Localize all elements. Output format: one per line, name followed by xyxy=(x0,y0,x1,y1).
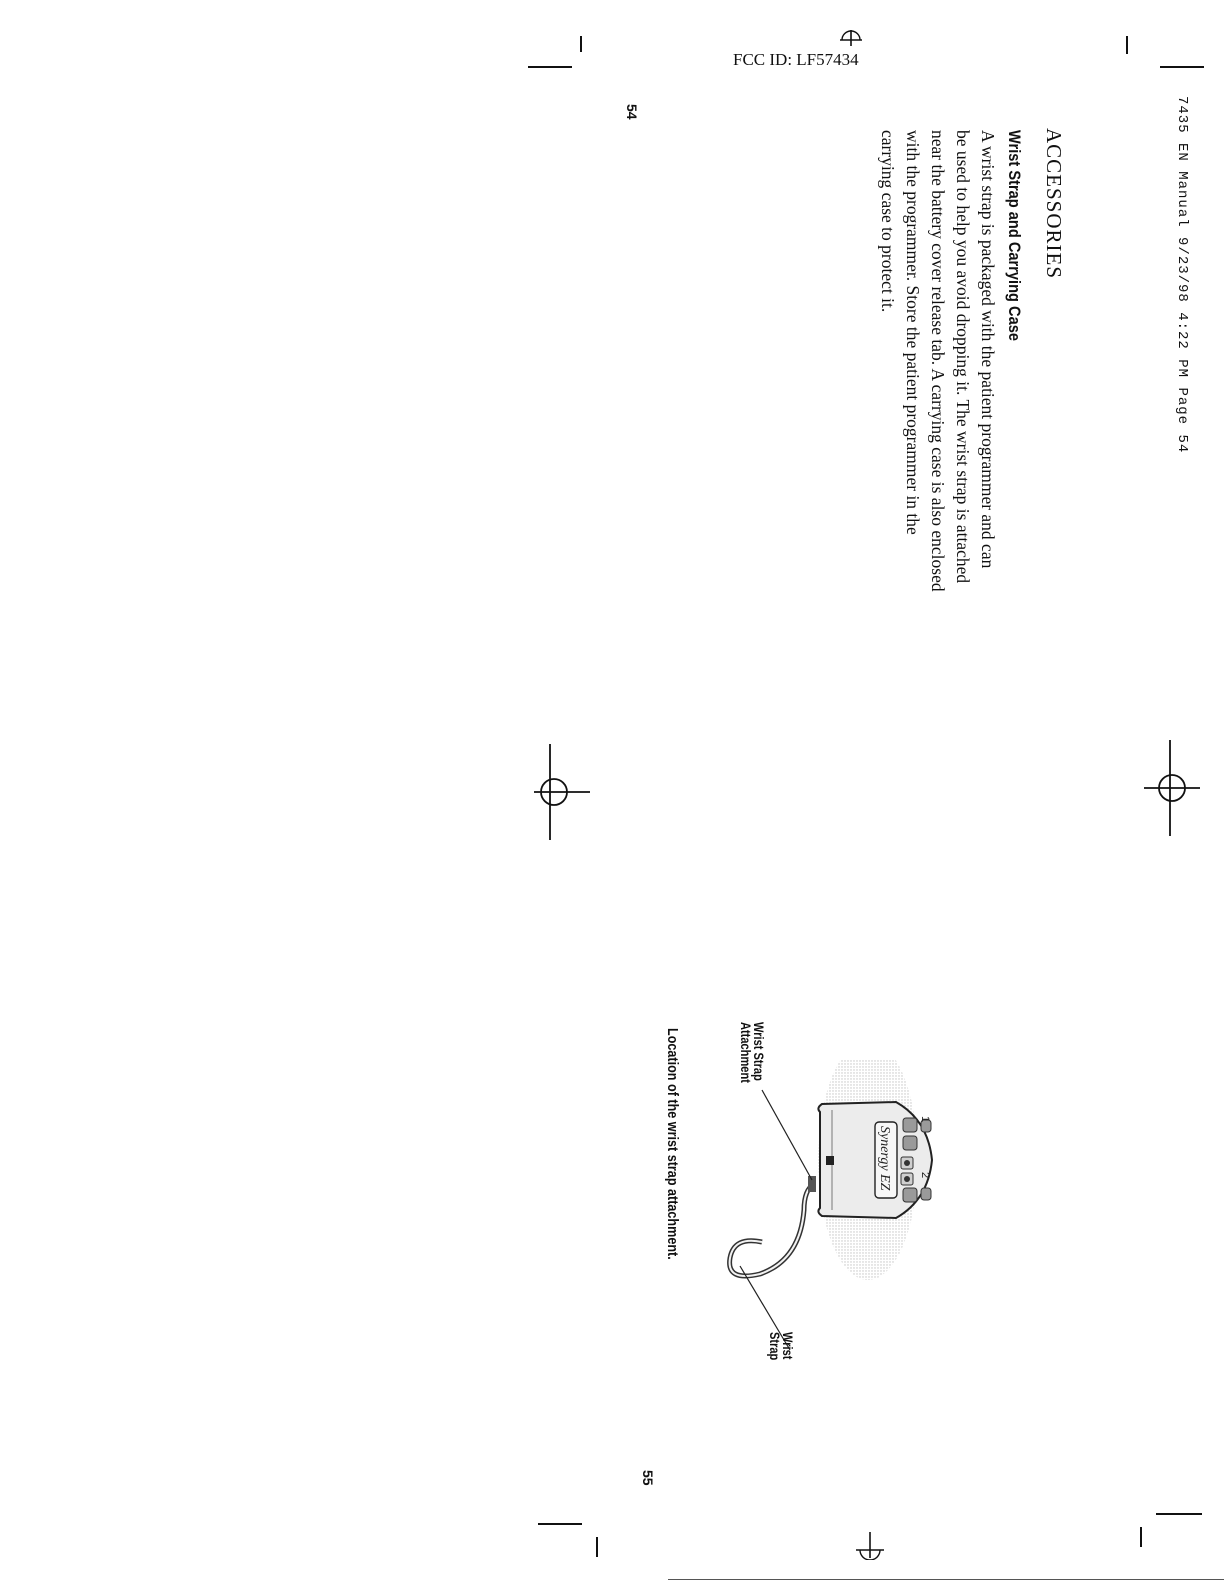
subsection-title: Wrist Strap and Carrying Case xyxy=(1005,130,1024,341)
page-number-55: 55 xyxy=(640,1470,656,1486)
crop-mark-top-right-h xyxy=(1160,66,1204,68)
programmer-illustration xyxy=(700,1060,940,1360)
crop-mark-top-left-v xyxy=(580,36,582,52)
registration-target-bottom xyxy=(852,1530,888,1560)
body-line: A wrist strap is packaged with the patient programmer and can xyxy=(978,130,998,569)
section-title: ACCESSORIES xyxy=(1042,128,1066,280)
body-line: carrying case to protect it. xyxy=(878,130,898,313)
body-line: be used to help you avoid dropping it. The wrist strap is attached xyxy=(953,130,973,584)
crop-mark-bottom-right-h xyxy=(1156,1513,1202,1515)
figure-caption: Location of the wrist strap attachment. xyxy=(664,1028,681,1260)
registration-target-top xyxy=(836,28,866,50)
crop-mark-top-left-h xyxy=(528,66,572,68)
button xyxy=(903,1136,917,1150)
crop-mark-bottom-left-h xyxy=(538,1523,582,1525)
strap-attachment xyxy=(808,1176,816,1192)
print-slug: 7435 EN Manual 9/23/98 4:22 PM Page 54 xyxy=(1174,96,1190,454)
body-line: with the programmer. Store the patient programmer in the xyxy=(903,130,923,535)
button-label: 2 xyxy=(919,1172,931,1179)
registration-target-center-left xyxy=(530,744,594,840)
button xyxy=(903,1188,917,1202)
battery-tab xyxy=(826,1156,834,1165)
button xyxy=(921,1188,931,1200)
button xyxy=(904,1160,910,1166)
page-bottom-rule xyxy=(668,1579,1224,1580)
button-label: 1 xyxy=(919,1116,931,1123)
registration-target-center-right xyxy=(1140,740,1204,836)
leader-attachment xyxy=(762,1090,812,1180)
button xyxy=(903,1118,917,1132)
crop-mark-top-right-v xyxy=(1126,36,1128,54)
crop-mark-bottom-left-v xyxy=(596,1537,598,1557)
button xyxy=(904,1176,910,1182)
device-brand: Synergy EZ xyxy=(877,1126,892,1191)
crop-mark-bottom-right-v xyxy=(1140,1527,1142,1547)
callout-wrist-strap: Wrist Strap xyxy=(767,1332,795,1361)
page-number-54: 54 xyxy=(624,104,640,120)
fcc-id: FCC ID: LF57434 xyxy=(733,50,859,69)
body-line: near the battery cover release tab. A carrying case is also enclosed xyxy=(928,130,948,592)
callout-wrist-strap-attachment: Wrist Strap Attachment xyxy=(738,1022,766,1083)
